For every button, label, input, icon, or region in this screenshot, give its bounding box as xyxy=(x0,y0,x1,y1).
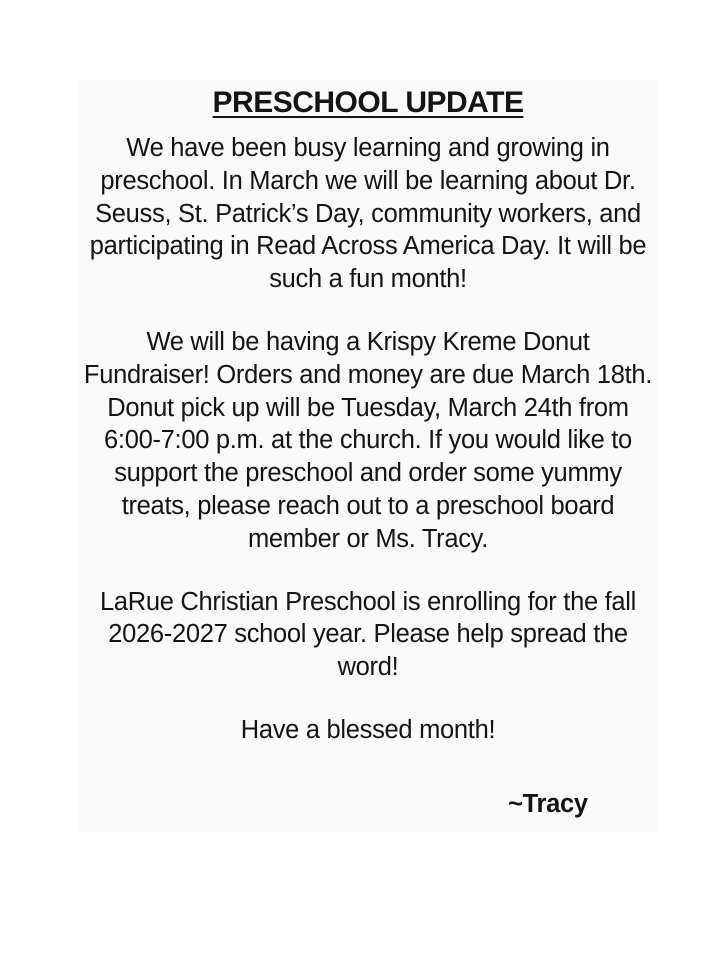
page-title: PRESCHOOL UPDATE xyxy=(212,86,524,119)
newsletter-content xyxy=(78,86,658,747)
paragraph-donut-fundraiser: We will be having a Krispy Kreme Donut Fundraiser! Orders and money are due March 18th. Donut pick up will be Tuesday, March 24th from 6:00-7:00 p.m. at the church. If you would like to support the preschool and order some yummy treats, please reach out to a preschool board member or Ms. Tracy. xyxy=(83,327,653,553)
signature: ~Tracy xyxy=(508,790,588,818)
paragraph-enrollment: LaRue Christian Preschool is enrolling for the fall 2026-2027 school year. Please help spread the word! xyxy=(99,587,637,682)
paragraph-learning-update: We have been busy learning and growing in preschool. In March we will be learning about Dr. Seuss, St. Patrick’s Day, community workers, and participating in Read Across America Day. It will be such a fun month! xyxy=(89,134,647,294)
paragraph-closing: Have a blessed month! xyxy=(240,715,496,744)
